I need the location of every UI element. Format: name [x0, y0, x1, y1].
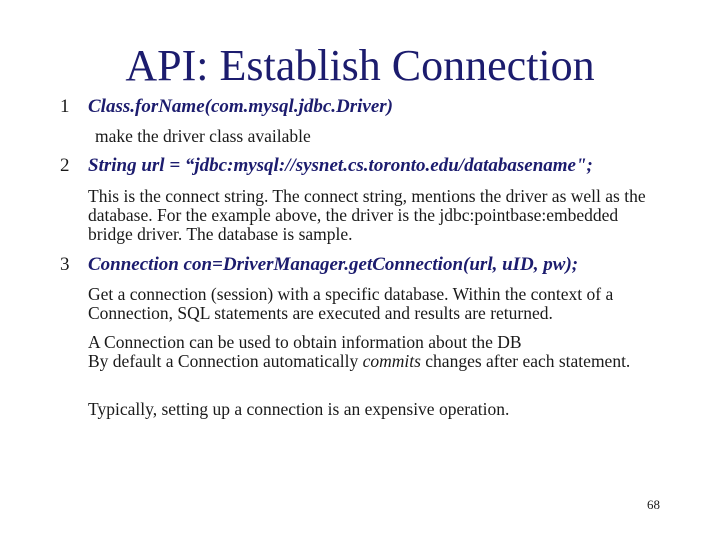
text-segment: changes after each statement.	[425, 351, 631, 371]
item-code: Class.forName(com.mysql.jdbc.Driver)	[88, 96, 394, 117]
item-number: 1	[60, 96, 70, 117]
item-code: String url = “jdbc:mysql://sysnet.cs.toronto.edu/databasename";	[88, 155, 593, 176]
list-item-1	[60, 96, 393, 118]
slide-title: API: Establish Connection	[125, 41, 595, 90]
item-description: A Connection can be used to obtain information about the DB	[88, 332, 522, 352]
item-number: 3	[60, 254, 70, 275]
item-description: Get a connection (session) with a specific database. Within the context of a Connection, SQL statements are executed and results are returned.	[88, 284, 614, 323]
list-item-3	[60, 254, 578, 276]
list-item-2	[60, 155, 593, 177]
emphasis-text: commits	[362, 351, 421, 371]
page-number: 68	[647, 497, 660, 512]
text-segment: By default a Connection automatically	[88, 351, 359, 371]
item-number: 2	[60, 155, 70, 176]
item-description	[88, 352, 648, 371]
item-description: make the driver class available	[95, 126, 311, 146]
item-description: Typically, setting up a connection is an expensive operation.	[88, 399, 510, 419]
item-description: This is the connect string. The connect string, mentions the driver as well as the database. For the example above, the driver is the jdbc:pointbase:embedded bridge driver. The database is sample.	[88, 186, 646, 244]
item-code: Connection con=DriverManager.getConnection(url, uID, pw);	[88, 254, 579, 275]
